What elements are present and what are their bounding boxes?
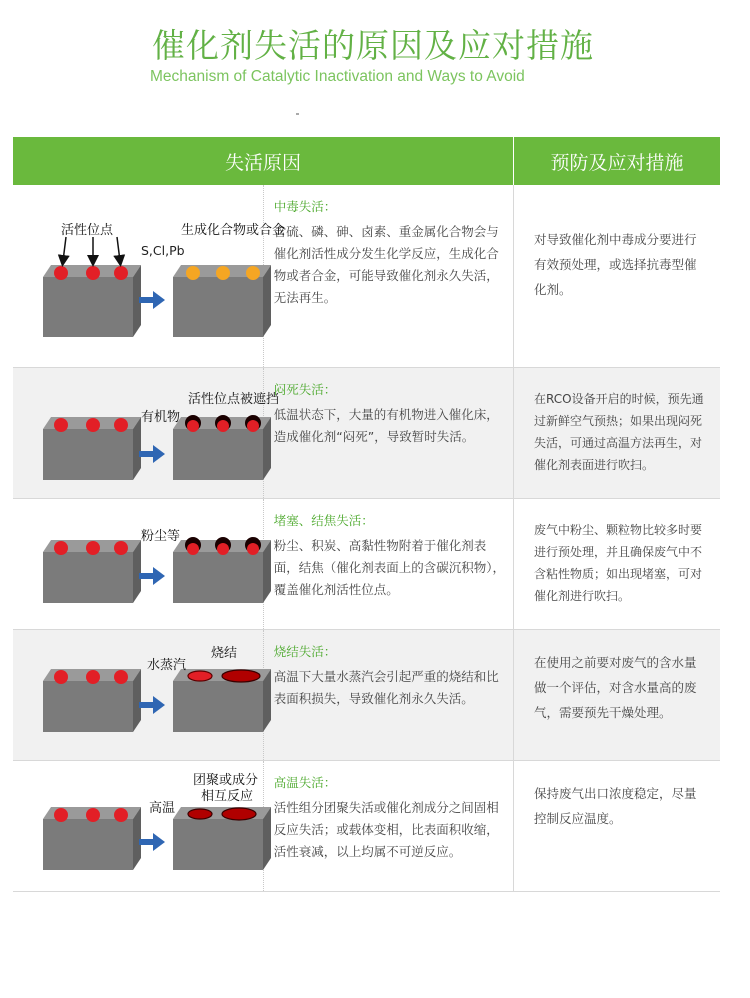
label-steam: 水蒸汽 (147, 657, 187, 673)
clog-diagram (13, 498, 263, 629)
label-agglomerate: 团聚或成分 (193, 772, 259, 788)
fix-cell (514, 367, 721, 498)
label-elements: S,Cl,Pb (141, 243, 185, 258)
reason-text: 粉尘、积炭、高黏性物附着于催化剂表面，结焦（催化剂表面上的含碳沉积物），覆盖催化剂活性位点。 (273, 537, 506, 597)
fix-cell (514, 760, 721, 891)
active-site-dot (114, 266, 128, 280)
label-active-site: 活性位点 (61, 223, 114, 238)
fix-cell (514, 498, 721, 629)
hightemp-diagram (13, 760, 263, 891)
table-row (13, 498, 720, 629)
reason-text: 含硫、磷、砷、卤素、重金属化合物会与催化剂活性成分发生化学反应，生成化合物或者合金，可能导致催化剂永久失活，无法再生。 (273, 224, 499, 305)
label-react: 相互反应 (201, 788, 254, 804)
reason-title: 高温失活： (273, 774, 337, 790)
fix-cell (514, 629, 721, 760)
label-compound: 生成化合物或合金 (181, 223, 286, 238)
active-site-dot (86, 266, 100, 280)
compound-dot (216, 266, 230, 280)
poisoning-diagram (13, 185, 286, 367)
reason-title: 堵塞、结焦失活： (273, 512, 374, 528)
table-row (13, 367, 720, 498)
label-organic: 有机物 (141, 409, 181, 425)
stifle-diagram (13, 367, 280, 498)
decorative-dot (296, 113, 299, 115)
fix-text: 在RCO设备开启的时候，预先通过新鲜空气预热；如果出现闷死失活，可通过高温方法再生，对催化剂表面进行吹扫。 (534, 391, 704, 472)
reason-text: 高温下大量水蒸汽会引起严重的烧结和比表面积损失，导致催化剂永久失活。 (273, 668, 499, 706)
table-row (13, 760, 720, 891)
arrow-right-icon (139, 445, 165, 463)
table-row (13, 629, 720, 760)
fix-text: 废气中粉尘、颗粒物比较多时要进行预处理，并且确保废气中不含粘性物质；如出现堵塞，可对催化剂进行吹扫。 (534, 522, 703, 603)
active-site-dot (54, 266, 68, 280)
reason-text: 活性组分团聚失活或催化剂成分之间固相反应失活；或载体变相，比表面积收缩，活性衰减，以上均属不可逆反应。 (273, 799, 499, 859)
label-sinter: 烧结 (211, 645, 238, 661)
arrow-right-icon (139, 833, 165, 851)
arrow-right-icon (139, 567, 165, 585)
header-fix: 预防及应对措施 (514, 137, 721, 185)
label-dust: 粉尘等 (141, 528, 181, 544)
fix-cell (514, 185, 721, 367)
sinter-diagram (13, 629, 263, 760)
arrow-right-icon (139, 696, 165, 714)
fix-text: 对导致催化剂中毒成分要进行有效预处理，或选择抗毒型催化剂。 (534, 232, 697, 297)
catalyst-table (13, 137, 720, 892)
reason-text: 低温状态下，大量的有机物进入催化床，造成催化剂“闷死”，导致暂时失活。 (273, 406, 499, 444)
header-cause: 失活原因 (13, 137, 514, 185)
compound-dot (246, 266, 260, 280)
page-title: 催化剂失活的原因及应对措施 (152, 26, 594, 65)
arrow-right-icon (139, 291, 165, 309)
compound-dot (186, 266, 200, 280)
poisoning-illustration (13, 185, 307, 367)
reason-title: 中毒失活： (273, 199, 337, 214)
label-hightemp: 高温 (149, 800, 176, 816)
fix-text: 保持废气出口浓度稳定，尽量控制反应温度。 (534, 785, 697, 826)
label-blocked: 活性位点被遮挡 (188, 391, 280, 407)
reason-title: 烧结失活： (273, 643, 337, 659)
table-row (13, 185, 720, 367)
fix-text: 在使用之前要对废气的含水量做一个评估，对含水量高的废气，需要预先干燥处理。 (534, 654, 697, 720)
reason-title: 闷死失活： (273, 381, 337, 397)
page-subtitle: Mechanism of Catalytic Inactivation and Ways to Avoid (150, 68, 525, 85)
